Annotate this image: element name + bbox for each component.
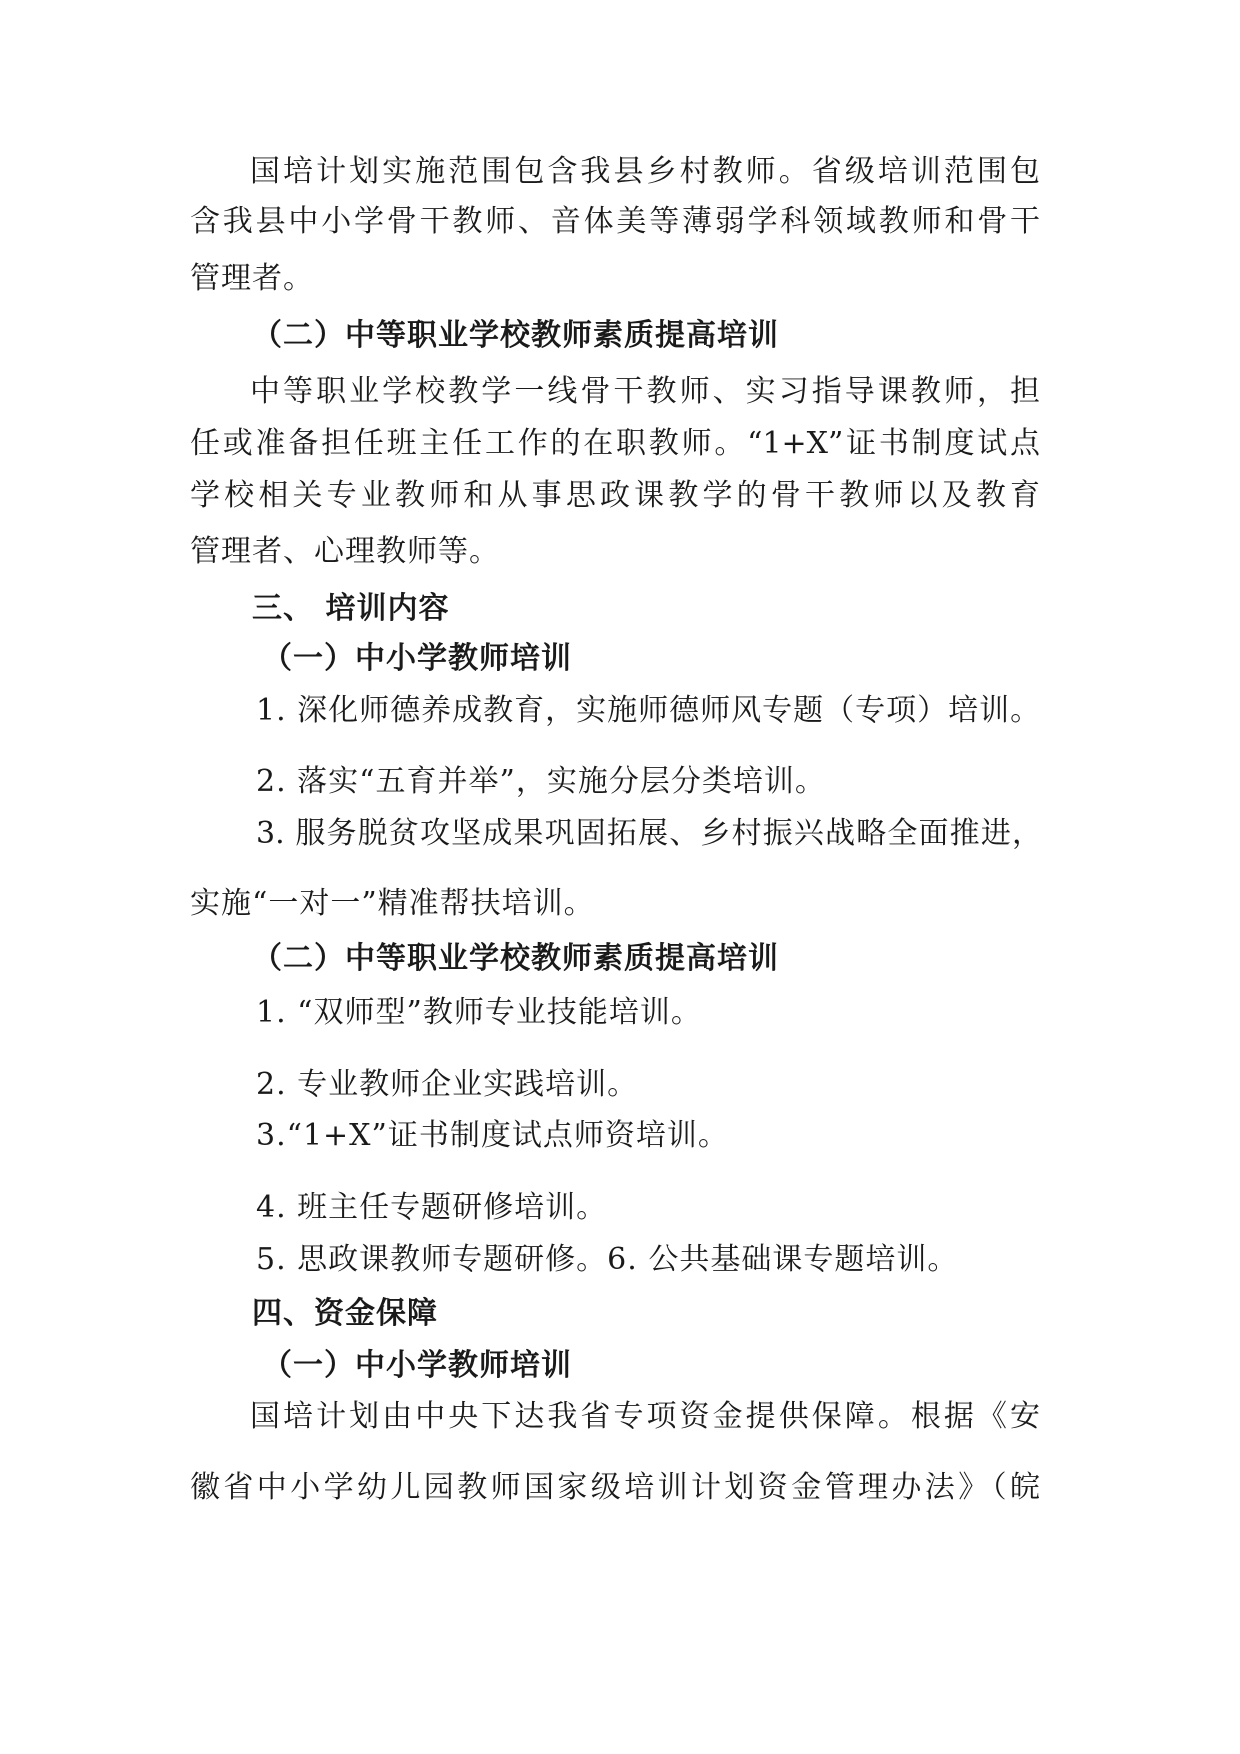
list-item: 2. 专业教师企业实践培训。 (256, 1067, 639, 1102)
list-item: 1. “双师型”教师专业技能培训。 (256, 995, 702, 1030)
paragraph-line: 实施“一对一”精准帮扶培训。 (190, 886, 595, 921)
subsection-heading: （二）中等职业学校教师素质提高培训 (252, 941, 779, 976)
list-item: 5. 思政课教师专题研修。6. 公共基础课专题培训。 (256, 1242, 959, 1277)
section-heading: 三、 培训内容 (252, 591, 450, 626)
section-heading: 四、资金保障 (252, 1296, 438, 1331)
list-item: 3. 服务脱贫攻坚成果巩固拓展、乡村振兴战略全面推进， (256, 816, 1042, 851)
list-item: 4. 班主任专题研修培训。 (256, 1190, 608, 1225)
paragraph-line: 任或准备担任班主任工作的在职教师。“1+X”证书制度试点 (190, 426, 1040, 461)
subsection-heading: （二）中等职业学校教师素质提高培训 (252, 318, 779, 353)
subsection-heading: （一）中小学教师培训 (262, 641, 572, 676)
list-item: 3.“1+X”证书制度试点师资培训。 (256, 1118, 729, 1153)
paragraph-line: 学校相关专业教师和从事思政课教学的骨干教师以及教育 (190, 478, 1040, 513)
paragraph-line: 国培计划实施范围包含我县乡村教师。省级培训范围包 (250, 154, 1040, 189)
subsection-heading: （一）中小学教师培训 (262, 1348, 572, 1383)
paragraph-line: 徽省中小学幼儿园教师国家级培训计划资金管理办法》（皖 (190, 1470, 1040, 1505)
list-item: 2. 落实“五育并举”，实施分层分类培训。 (256, 764, 826, 799)
paragraph-line: 中等职业学校教学一线骨干教师、实习指导课教师，担 (250, 374, 1040, 409)
list-item: 1. 深化师德养成教育，实施师德师风专题（专项）培训。 (256, 693, 1042, 728)
paragraph-line: 国培计划由中央下达我省专项资金提供保障。根据《安 (250, 1399, 1040, 1434)
paragraph-line: 管理者。 (190, 261, 314, 296)
paragraph-line: 含我县中小学骨干教师、音体美等薄弱学科领域教师和骨干 (190, 204, 1040, 239)
paragraph-line: 管理者、心理教师等。 (190, 534, 500, 569)
